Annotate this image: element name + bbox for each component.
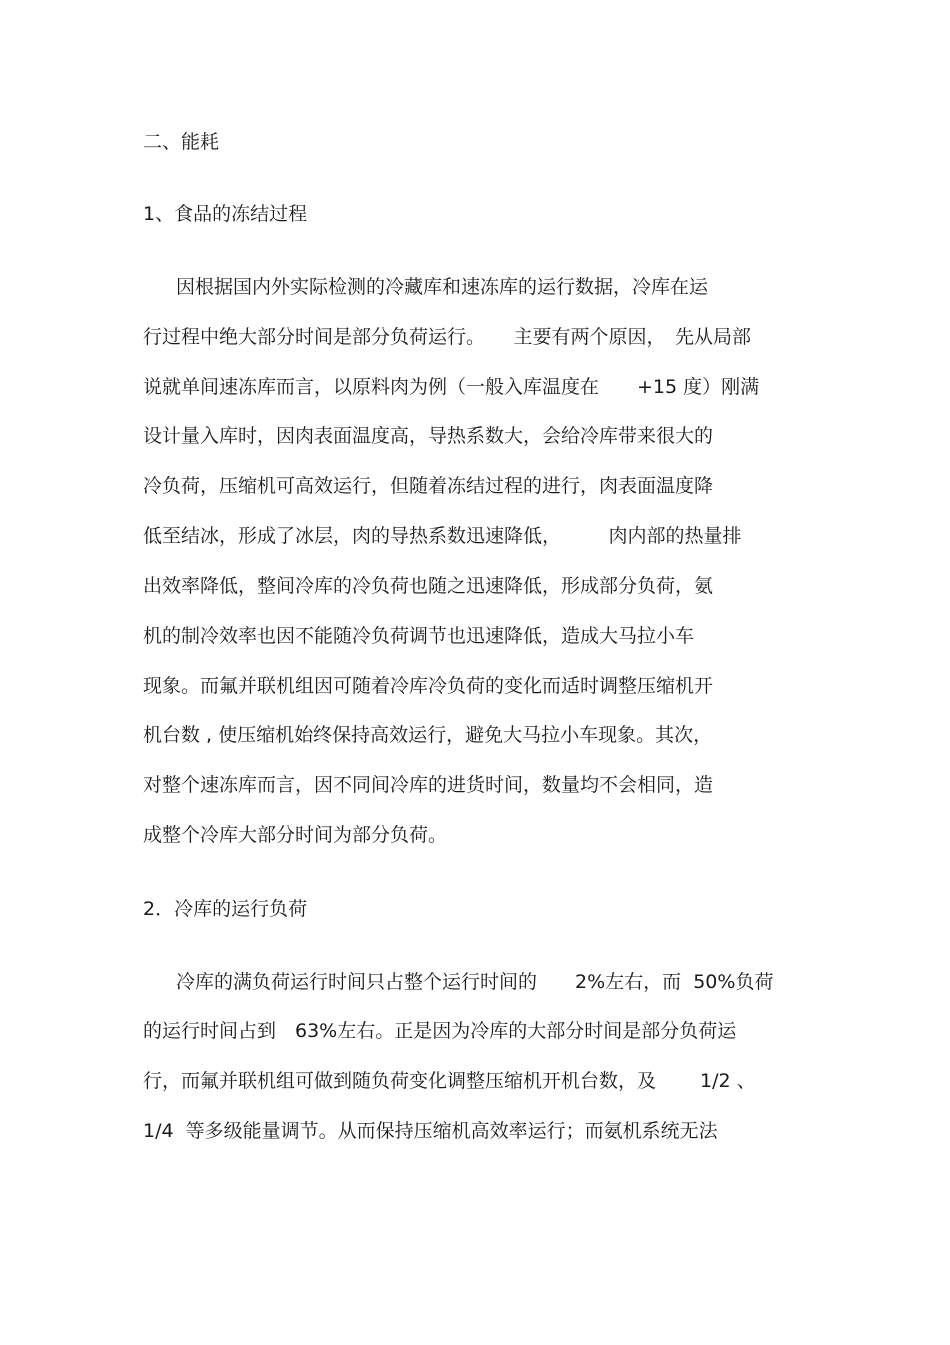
subsection-1-heading: 1、食品的冻结过程 [143, 203, 308, 225]
paragraph-1-line-4: 设计量入库时，因肉表面温度高，导热系数大，会给冷库带来很大的 [143, 425, 714, 447]
section-heading: 二、能耗 [143, 131, 220, 153]
paragraph-1-line-3: 说就单间速冻库而言，以原料肉为例（一般入库温度在 +15 度）刚满 [143, 376, 760, 398]
paragraph-2-line-2: 的运行时间占到 63%左右。正是因为冷库的大部分时间是部分负荷运 [143, 1020, 737, 1042]
paragraph-2-line-4: 1/4 等多级能量调节。从而保持压缩机高效率运行；而氨机系统无法 [143, 1120, 718, 1142]
paragraph-1-line-10: 机台数 , 使压缩机始终保持高效运行，避免大马拉小车现象。其次， [143, 724, 713, 746]
paragraph-1-line-5: 冷负荷，压缩机可高效运行，但随着冻结过程的进行，肉表面温度降 [143, 475, 714, 497]
paragraph-1-line-8: 机的制冷效率也因不能随冷负荷调节也迅速降低，造成大马拉小车 [143, 625, 695, 647]
paragraph-1-line-9: 现象。而氟并联机组因可随着冷库冷负荷的变化而适时调整压缩机开 [143, 675, 714, 697]
paragraph-2-line-3: 行，而氟并联机组可做到随负荷变化调整压缩机开机台数，及 1/2 、 [143, 1070, 756, 1092]
paragraph-1-line-6: 低至结冰，形成了冰层，肉的导热系数迅速降低， 肉内部的热量排 [143, 525, 742, 547]
paragraph-1-line-7: 出效率降低，整间冷库的冷负荷也随之迅速降低，形成部分负荷，氨 [143, 575, 714, 597]
paragraph-2-line-1: 冷库的满负荷运行时间只占整个运行时间的 2%左右，而 50%负荷 [176, 971, 774, 993]
paragraph-1-line-11: 对整个速冻库而言，因不同间冷库的进货时间，数量均不会相同，造 [143, 774, 714, 796]
paragraph-1-line-2: 行过程中绝大部分时间是部分负荷运行。 主要有两个原因， 先从局部 [143, 326, 752, 348]
paragraph-1-line-1: 因根据国内外实际检测的冷藏库和速冻库的运行数据，冷库在运 [176, 276, 709, 298]
paragraph-1-line-12: 成整个冷库大部分时间为部分负荷。 [143, 824, 448, 846]
subsection-2-heading: 2．冷库的运行负荷 [143, 898, 308, 920]
